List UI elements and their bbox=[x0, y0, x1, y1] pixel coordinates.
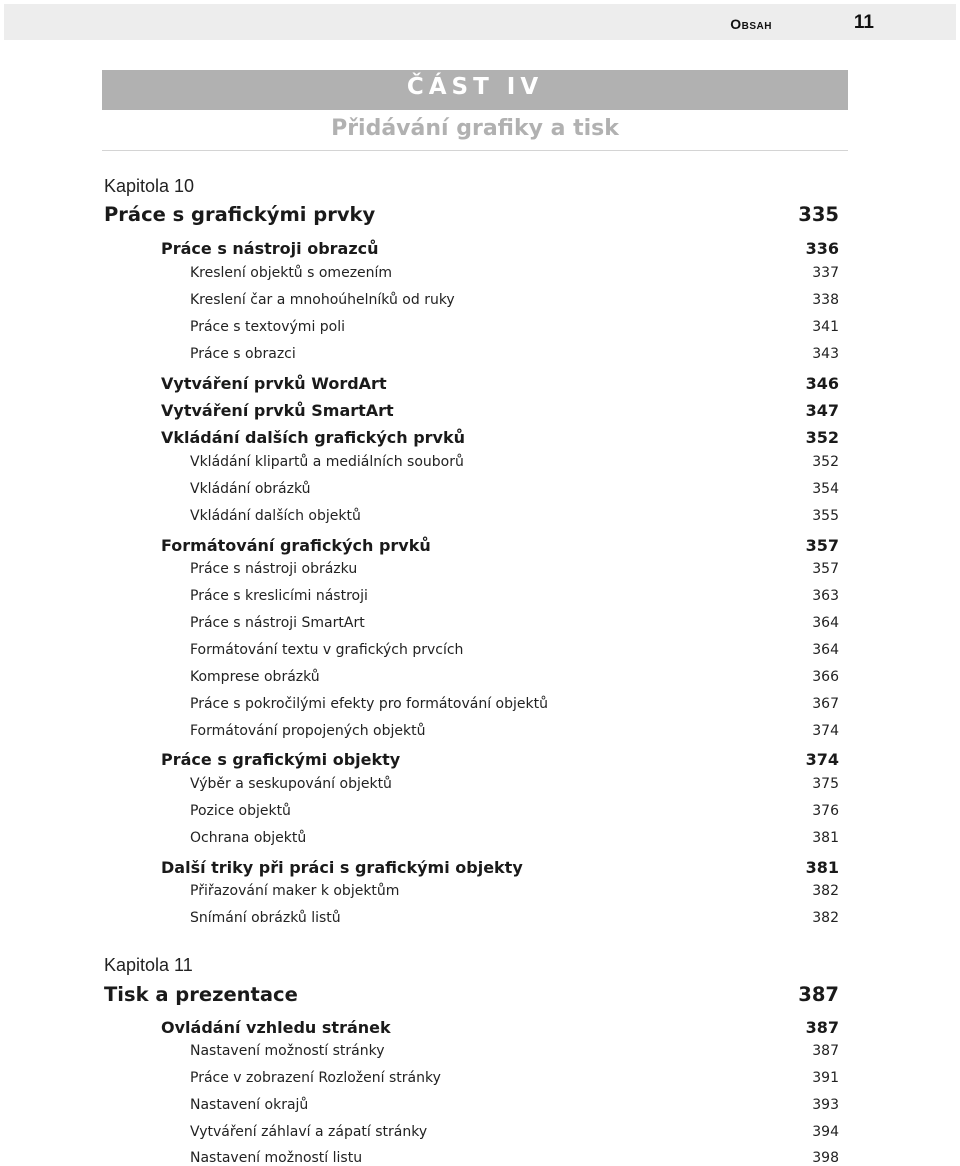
toc-subsection-entry[interactable] bbox=[190, 1043, 839, 1059]
toc-entry-title: Práce s obrazci bbox=[190, 346, 296, 362]
toc-entry-page: 382 bbox=[812, 910, 839, 926]
toc-entry-page: 335 bbox=[798, 203, 839, 226]
toc-entry-page: 363 bbox=[812, 588, 839, 604]
toc-subsection-entry[interactable] bbox=[190, 615, 839, 631]
toc-entry-title: Ovládání vzhledu stránek bbox=[161, 1018, 391, 1037]
running-header-title: Obsah bbox=[730, 16, 772, 32]
toc-subsection-entry[interactable] bbox=[190, 723, 839, 739]
part-divider bbox=[102, 150, 848, 151]
toc-entry-title: Práce s pokročilými efekty pro formátování objektů bbox=[190, 696, 548, 712]
toc-entry-page: 352 bbox=[812, 454, 839, 470]
toc-entry-title: Nastavení možností stránky bbox=[190, 1043, 385, 1059]
toc-entry-title: Nastavení možností listu bbox=[190, 1150, 363, 1166]
toc-subsection-entry[interactable] bbox=[190, 1124, 839, 1140]
toc-entry-page: 387 bbox=[805, 1018, 839, 1037]
toc-subsection-entry[interactable] bbox=[190, 642, 839, 658]
toc-entry-page: 357 bbox=[812, 561, 839, 577]
toc-entry-title: Práce s grafickými prvky bbox=[104, 203, 376, 226]
toc-entry-page: 337 bbox=[812, 265, 839, 281]
toc-entry-title: Kreslení čar a mnohoúhelníků od ruky bbox=[190, 292, 455, 308]
toc-subsection-entry[interactable] bbox=[190, 508, 839, 524]
toc-entry-page: 376 bbox=[812, 803, 839, 819]
toc-subsection-entry[interactable] bbox=[190, 669, 839, 685]
toc-entry-page: 393 bbox=[812, 1097, 839, 1113]
toc-entry-page: 367 bbox=[812, 696, 839, 712]
toc-section-entry[interactable] bbox=[161, 428, 839, 447]
toc-entry-page: 338 bbox=[812, 292, 839, 308]
toc-section-entry[interactable] bbox=[161, 239, 839, 258]
toc-chapter-entry[interactable] bbox=[104, 203, 839, 226]
toc-entry-page: 355 bbox=[812, 508, 839, 524]
toc-entry-title: Vkládání dalších grafických prvků bbox=[161, 428, 465, 447]
toc-entry-title: Vytváření prvků WordArt bbox=[161, 374, 387, 393]
toc-section-entry[interactable] bbox=[161, 858, 839, 877]
toc-entry-title: Snímání obrázků listů bbox=[190, 910, 341, 926]
toc-entry-title: Vytváření záhlaví a zápatí stránky bbox=[190, 1124, 428, 1140]
toc-subsection-entry[interactable] bbox=[190, 561, 839, 577]
toc-entry-page: 374 bbox=[812, 723, 839, 739]
running-header bbox=[4, 4, 956, 40]
toc-entry-page: 364 bbox=[812, 615, 839, 631]
chapter-label: Kapitola 11 bbox=[104, 955, 193, 975]
toc-entry-title: Formátování propojených objektů bbox=[190, 723, 426, 739]
toc-entry-title: Práce s nástroji SmartArt bbox=[190, 615, 365, 631]
toc-entry-page: 375 bbox=[812, 776, 839, 792]
toc-entry-page: 346 bbox=[805, 374, 839, 393]
toc-entry-title: Výběr a seskupování objektů bbox=[190, 776, 392, 792]
toc-subsection-entry[interactable] bbox=[190, 776, 839, 792]
part-subtitle: Přidávání grafiky a tisk bbox=[331, 116, 619, 141]
toc-subsection-entry[interactable] bbox=[190, 696, 839, 712]
toc-entry-page: 357 bbox=[805, 536, 839, 555]
toc-subsection-entry[interactable] bbox=[190, 292, 839, 308]
toc-subsection-entry[interactable] bbox=[190, 346, 839, 362]
toc-entry-page: 341 bbox=[812, 319, 839, 335]
part-label: ČÁST IV bbox=[406, 74, 544, 100]
toc-subsection-entry[interactable] bbox=[190, 588, 839, 604]
toc-entry-page: 364 bbox=[812, 642, 839, 658]
page-number: 11 bbox=[853, 12, 874, 33]
toc-entry-title: Práce s nástroji obrazců bbox=[161, 239, 379, 258]
toc-subsection-entry[interactable] bbox=[190, 883, 839, 899]
toc-subsection-entry[interactable] bbox=[190, 481, 839, 497]
toc-entry-page: 391 bbox=[812, 1070, 839, 1086]
toc-entry-title: Pozice objektů bbox=[190, 803, 291, 819]
toc-section-entry[interactable] bbox=[161, 401, 839, 420]
toc-entry-page: 352 bbox=[805, 428, 839, 447]
chapter-label: Kapitola 10 bbox=[104, 176, 195, 196]
toc-subsection-entry[interactable] bbox=[190, 1150, 839, 1166]
toc-entry-page: 366 bbox=[812, 669, 839, 685]
toc-entry-title: Práce s nástroji obrázku bbox=[190, 561, 358, 577]
toc-entry-title: Práce s textovými poli bbox=[190, 319, 346, 335]
toc-subsection-entry[interactable] bbox=[190, 830, 839, 846]
toc-subsection-entry[interactable] bbox=[190, 265, 839, 281]
toc-entry-page: 354 bbox=[812, 481, 839, 497]
toc-subsection-entry[interactable] bbox=[190, 1097, 839, 1113]
toc-entry-title: Ochrana objektů bbox=[190, 830, 307, 846]
toc-entry-title: Tisk a prezentace bbox=[104, 983, 298, 1006]
toc-entry-page: 343 bbox=[812, 346, 839, 362]
toc-entry-page: 374 bbox=[805, 750, 839, 769]
toc-entry-title: Vkládání obrázků bbox=[190, 481, 311, 497]
toc-section-entry[interactable] bbox=[161, 750, 839, 769]
toc-entry-title: Práce v zobrazení Rozložení stránky bbox=[190, 1070, 441, 1086]
toc-entry-page: 382 bbox=[812, 883, 839, 899]
toc-entry-title: Vkládání klipartů a mediálních souborů bbox=[190, 454, 464, 470]
toc-entry-title: Vkládání dalších objektů bbox=[190, 508, 361, 524]
toc-subsection-entry[interactable] bbox=[190, 1070, 839, 1086]
toc-entry-title: Další triky při práci s grafickými objekty bbox=[161, 858, 523, 877]
toc-entry-title: Vytváření prvků SmartArt bbox=[161, 401, 394, 420]
toc-entry-page: 394 bbox=[812, 1124, 839, 1140]
toc-entry-title: Formátování textu v grafických prvcích bbox=[190, 642, 464, 658]
toc-section-entry[interactable] bbox=[161, 1018, 839, 1037]
toc-entry-title: Kreslení objektů s omezením bbox=[190, 265, 393, 281]
toc-entry-page: 387 bbox=[798, 983, 839, 1006]
toc-entry-title: Práce s kreslicími nástroji bbox=[190, 588, 368, 604]
toc-entry-title: Přiřazování maker k objektům bbox=[190, 883, 400, 899]
toc-section-entry[interactable] bbox=[161, 374, 839, 393]
toc-chapter-entry[interactable] bbox=[104, 983, 839, 1006]
toc-subsection-entry[interactable] bbox=[190, 454, 839, 470]
toc-subsection-entry[interactable] bbox=[190, 803, 839, 819]
toc-entry-title: Formátování grafických prvků bbox=[161, 536, 431, 555]
toc-entry-title: Komprese obrázků bbox=[190, 669, 320, 685]
toc-entry-title: Nastavení okrajů bbox=[190, 1097, 309, 1113]
toc-entry-page: 381 bbox=[805, 858, 839, 877]
toc-entry-page: 347 bbox=[805, 401, 839, 420]
toc-entry-page: 398 bbox=[812, 1150, 839, 1166]
toc-subsection-entry[interactable] bbox=[190, 910, 839, 926]
toc-entry-page: 387 bbox=[812, 1043, 839, 1059]
toc-entry-title: Práce s grafickými objekty bbox=[161, 750, 401, 769]
toc-section-entry[interactable] bbox=[161, 536, 839, 555]
toc-entry-page: 381 bbox=[812, 830, 839, 846]
toc-subsection-entry[interactable] bbox=[190, 319, 839, 335]
toc-entry-page: 336 bbox=[805, 239, 839, 258]
